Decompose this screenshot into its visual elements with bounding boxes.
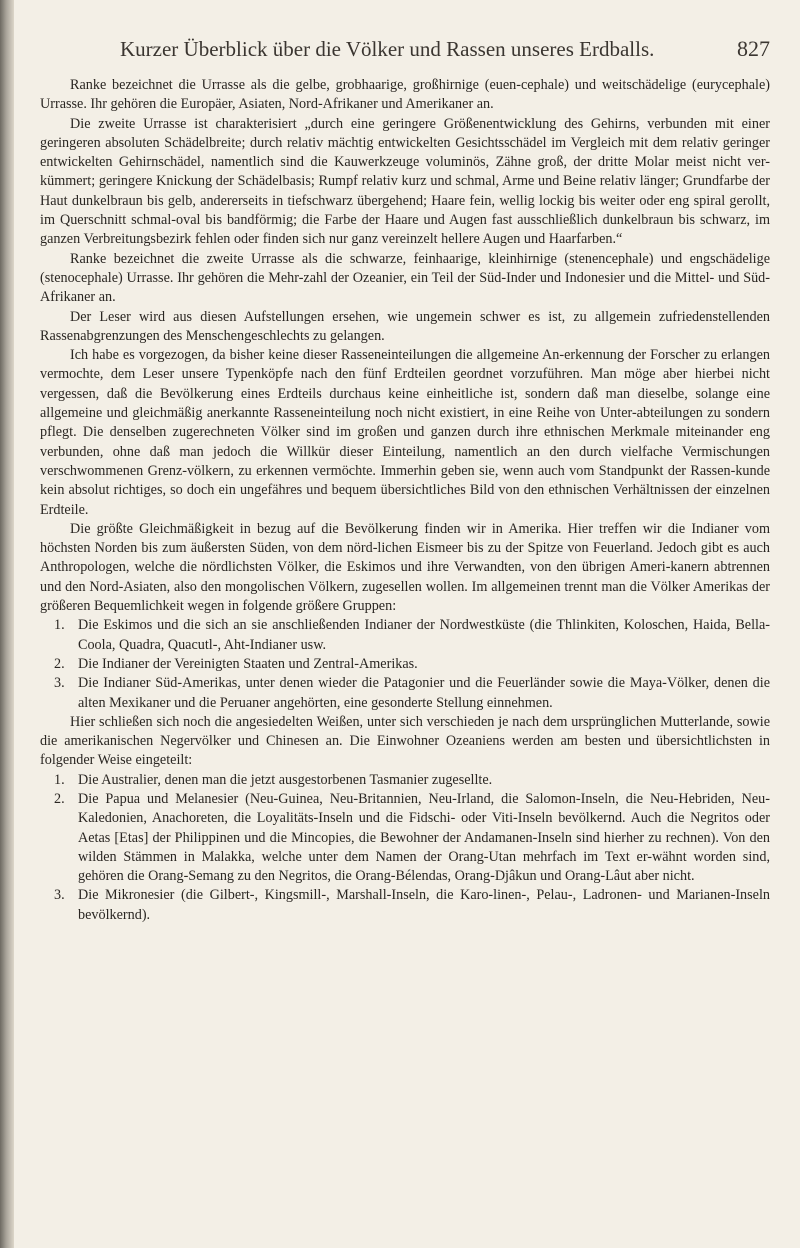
list-item: 3. Die Mikronesier (die Gilbert-, Kingsmill-, Marshall-Inseln, die Karo-linen-, Pelau-, Ladronen- und Marianen-Inseln bevölkernd). — [54, 887, 770, 923]
book-page — [40, 36, 770, 925]
list-item: 1. Die Australier, denen man die jetzt ausgestorbenen Tasmanier zugesellte. — [54, 771, 493, 788]
list-item: 1. Die Eskimos und die sich an sie anschließenden Indianer der Nordwestküste (die Thlinkiten, Koloschen, Haida, Bella-Coola, Quadra, Quacutl-, Aht-Indianer usw. — [54, 617, 770, 653]
list-item: 2. Die Papua und Melanesier (Neu-Guinea, Neu-Britannien, Neu-Irland, die Salomon-Inseln, die Neu-Hebriden, Neu-Kaledonien, Anachoreten, die Loyalitäts-Inseln und die Fidschi- oder Viti-Inseln bevölkernd. Auch die Negritos oder Aetas [Etas] der Philippinen und die Mincopies, die Bewohner der Andamanen-Inseln sind hierher zu rechnen). Von den wilden Stämmen in Malakka, welche unter dem Namen der Orang-Utan mehrfach im Text er-wähnt worden sind, gehören die Orang-Semang zu den Negritos, die Orang-Bélendas, Orang-Djâkun und Orang-Lâut aber nicht. — [54, 790, 770, 885]
america-groups-list — [40, 616, 770, 712]
oceania-groups-list — [40, 771, 770, 925]
paragraph: Der Leser wird aus diesen Aufstellungen ersehen, wie ungemein schwer es ist, zu allgemein zufriedenstellenden Rassenabgrenzungen des Menschengeschlechts zu gelangen. — [40, 308, 770, 344]
paragraph: Hier schließen sich noch die angesiedelten Weißen, unter sich verschieden je nach dem ursprünglichen Mutterlande, sowie die amerikanischen Negervölker und Chinesen an. Die Einwohner Ozeaniens werden am besten und übersichtlichsten in folgender Weise eingeteilt: — [40, 713, 770, 769]
paragraph: Die größte Gleichmäßigkeit in bezug auf die Bevölkerung finden wir in Amerika. Hier treffen wir die Indianer vom höchsten Norden bis zum äußersten Süden, von dem nörd-lichen Eismeer bis zu der Spitze von Feuerland. Jedoch gibt es auch Anthropologen, welche die nördlichsten Völker, die Eskimos und ihre Verwandten, von den übrigen Ameri-kanern abtrennen und den Nord-Asiaten, also den mongolischen Völkern, zugesellen wollen. Im allgemeinen trennt man die Völker Amerikas der größeren Bequemlichkeit wegen in folgende größere Gruppen: — [40, 520, 770, 615]
running-header — [120, 36, 770, 62]
page-number: 827 — [737, 36, 770, 61]
running-title: Kurzer Überblick über die Völker und Rassen unseres Erdballs. — [120, 37, 655, 61]
paragraph: Ich habe es vorgezogen, da bisher keine dieser Rasseneinteilungen die allgemeine An-erkennung der Forscher zu erlangen vermochte, dem Leser unsere Typenköpfe nach den fünf Erdteilen geordnet vorzuführen. Man möge aber hierbei nicht vergessen, daß die Bevölkerung eines Erdteils durchaus keine einheitliche ist, sondern daß man dieselbe, solange eine allgemeine und gleichmäßig anerkannte Rasseneinteilung noch nicht existiert, in eine Reihe von Unter-abteilungen zu sondern pflegt. Die denselben zugerechneten Völker sind im großen und ganzen durch ihre ethnischen Merkmale miteinander eng verbunden, ohne daß man jedoch die Willkür dieser Einteilung, namentlich an den durch vielfache Vermischungen verschwommenen Grenz-völkern, zu erkennen vermöchte. Immerhin geben sie, wenn auch vom Standpunkt der Rassen-kunde kein absolut richtiges, so doch ein ungefähres und bequem übersichtliches Bild von den ethnischen Verhältnissen der einzelnen Erdteile. — [40, 347, 770, 518]
paragraph: Die zweite Urrasse ist charakterisiert „durch eine geringere Größenentwicklung des Gehirns, verbunden mit einer geringeren absoluten Schädelbreite; durch relativ mächtig entwickelten Gesichtsschädel im Vergleich mit dem relativ geringer entwickelten Gehirnschädel, namentlich sind die Kauwerkzeuge voluminös, Zähne groß, der dritte Molar meist nicht ver-kümmert; geringere Knickung der Schädelbasis; Rumpf relativ kurz und schmal, Arme und Beine relativ länger; Grundfarbe der Haut dunkelbraun bis gelb, andererseits in tiefschwarz übergehend; Haare fein, wellig lockig bis weiter oder eng spiral gerollt, im Querschnitt schmal-oval bis bandförmig; die Farbe der Haare und Augen fast ausschließlich dunkelbraun bis schwarz, im ganzen Verbreitungsbezirk fehlen oder finden sich nur ganz vereinzelt hellere Augen und Haarfarben.“ — [40, 115, 770, 248]
book-binding-edge — [0, 0, 14, 1248]
paragraph: Ranke bezeichnet die zweite Urrasse als die schwarze, feinhaarige, kleinhirnige (stenencephale) und engschädelige (stenocephale) Urrasse. Ihr gehören die Mehr-zahl der Ozeanier, ein Teil der Süd-Inder und Indonesier und die Mittel- und Süd-Afrikaner an. — [40, 250, 770, 306]
list-item: 3. Die Indianer Süd-Amerikas, unter denen wieder die Patagonier und die Feuerländer sowie die Maya-Völker, denen die alten Mexikaner und die Peruaner angehörten, eine gesonderte Stellung einnehmen. — [54, 675, 770, 711]
list-item: 2. Die Indianer der Vereinigten Staaten und Zentral-Amerikas. — [54, 655, 418, 672]
body-text — [40, 76, 770, 925]
paragraph: Ranke bezeichnet die Urrasse als die gelbe, grobhaarige, großhirnige (euen-cephale) und weitschädelige (eurycephale) Urrasse. Ihr gehören die Europäer, Asiaten, Nord-Afrikaner und Amerikaner an. — [40, 77, 770, 113]
